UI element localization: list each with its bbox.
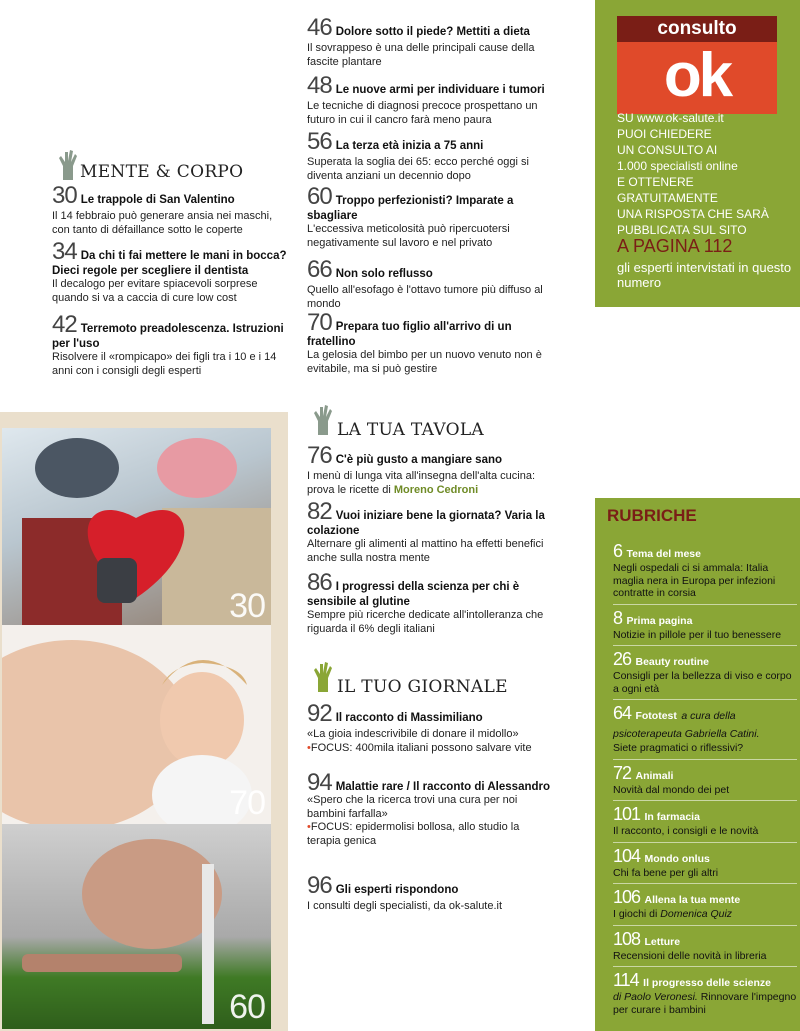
article-title: Vuoi iniziare bene la giornata? Varia la colazione: [307, 510, 545, 537]
article-title: Non solo reflusso: [335, 268, 433, 280]
article-entry[interactable]: [307, 183, 552, 250]
page-number: 46: [307, 14, 332, 41]
article-entry[interactable]: [307, 128, 552, 183]
article-entry[interactable]: [307, 309, 552, 376]
photo-column: [0, 412, 288, 1031]
rubrica-item[interactable]: 104 Mondo onlus Chi fa bene per gli altri: [613, 842, 797, 884]
article-title: Malattie rare / Il racconto di Alessandro: [335, 781, 551, 793]
page-number: 60: [307, 183, 332, 210]
bullet-icon: •: [307, 821, 311, 833]
article-desc: Quello all'esofago è l'ottavo tumore più diffuso al mondo: [307, 284, 543, 310]
article-desc: «La gioia indescrivibile di donare il midollo»: [307, 728, 519, 740]
section-title-il-tuo-giornale: IL TUO GIORNALE: [337, 677, 508, 697]
page-number: 70: [307, 309, 332, 336]
rubrica-item[interactable]: 64 Fototest a cura della psicoterapeuta Gabriella Catini. Siete pragmatici o riflessivi?: [613, 699, 797, 759]
article-title: Troppo perfezionisti? Imparate a sbagliare: [307, 195, 514, 222]
article-desc: Il decalogo per evitare spiacevoli sorprese quando si va a caccia di cure low cost: [52, 278, 258, 304]
article-desc: Superata la soglia dei 65: ecco perché oggi si diventa anziani un decennio dopo: [307, 156, 529, 182]
article-desc: L'eccessiva meticolosità può ripercuotersi negativamente sul lavoro e nel privato: [307, 223, 510, 249]
article-focus: •FOCUS: 400mila italiani possono salvare vite: [307, 741, 532, 754]
article-entry[interactable]: [52, 182, 292, 237]
article-entry[interactable]: [307, 256, 552, 311]
rubrica-item[interactable]: 72 Animali Novità dal mondo dei pet: [613, 759, 797, 801]
rubrica-item[interactable]: 101 In farmacia Il racconto, i consigli e le novità: [613, 800, 797, 842]
consulto-text: SU www.ok-salute.it PUOI CHIEDERE UN CONSULTO AI 1.000 specialisti online E OTTENERE GRATUITAMENTE UNA RISPOSTA CHE SARÀ PUBBLICATA SUL SITO: [617, 111, 769, 237]
article-entry[interactable]: [307, 14, 552, 69]
article-desc: I menù di lunga vita all'insegna dell'alta cucina: prova le ricette di Moreno Cedroni: [307, 470, 536, 496]
page-number: 86: [307, 569, 332, 596]
rubriche-box: [595, 498, 800, 1031]
rubrica-item[interactable]: 114 Il progresso delle scienze di Paolo Veronesi. Rinnovare l'impegno per curare i bambini: [613, 966, 797, 1020]
article-entry[interactable]: [52, 311, 292, 378]
article-desc: Il 14 febbraio può generare ansia nei maschi, con tanto di défaillance sotto le coperte: [52, 210, 273, 236]
bullet-icon: •: [307, 741, 311, 754]
page-number: 42: [52, 311, 77, 338]
rubrica-item[interactable]: 26 Beauty routine Consigli per la bellezza di viso e corpo a ogni età: [613, 645, 797, 699]
article-title: Prepara tuo figlio all'arrivo di un fratellino: [307, 321, 512, 348]
article-entry[interactable]: [307, 442, 552, 497]
section-title-la-tua-tavola: LA TUA TAVOLA: [337, 420, 485, 440]
rubrica-item[interactable]: 108 Letture Recensioni delle novità in libreria: [613, 925, 797, 967]
photo-pregnant-child[interactable]: [2, 625, 271, 825]
article-title: Le nuove armi per individuare i tumori: [335, 84, 545, 96]
chef-name: Moreno Cedroni: [393, 483, 479, 496]
article-entry[interactable]: [307, 872, 552, 914]
consulto-band: consulto: [617, 16, 777, 42]
article-entry[interactable]: [307, 569, 552, 636]
hand-icon: [310, 660, 336, 694]
article-desc: Il sovrappeso è una delle principali cause della fascite plantare: [307, 42, 535, 68]
article-desc: Risolvere il «rompicapo» dei figli tra i 10 e i 14 anni con i consigli degli esperti: [52, 351, 277, 377]
article-entry[interactable]: [307, 769, 552, 848]
article-entry[interactable]: [307, 498, 552, 565]
article-title: Gli esperti rispondono: [335, 884, 459, 896]
hand-icon: [310, 403, 336, 437]
a-pagina-label: A PAGINA 112: [617, 236, 733, 256]
section-title-mente-corpo: MENTE & CORPO: [80, 162, 244, 182]
article-desc: Sempre più ricerche dedicate all'intolleranza che riguarda il 6% degli italiani: [307, 609, 544, 635]
page-number: 94: [307, 769, 332, 796]
consulto-box[interactable]: [595, 0, 800, 307]
photo-couple-heart[interactable]: [2, 428, 271, 628]
photo-page-number: 60: [229, 988, 265, 1026]
page-number: 48: [307, 72, 332, 99]
article-entry[interactable]: [307, 72, 552, 127]
page-number: 34: [52, 238, 77, 265]
page-number: 96: [307, 872, 332, 899]
article-title: C'è più gusto a mangiare sano: [335, 454, 503, 466]
article-entry[interactable]: [52, 238, 292, 305]
article-title: I progressi della scienza per chi è sensibile al glutine: [307, 581, 520, 608]
article-title: Da chi ti fai mettere le mani in bocca? Dieci regole per scegliere il dentista: [52, 250, 287, 277]
page-number: 92: [307, 700, 332, 727]
rubriche-title: RUBRICHE: [607, 506, 697, 525]
article-focus: •FOCUS: epidermolisi bollosa, allo studio la terapia genica: [307, 821, 520, 847]
page-number: 30: [52, 182, 77, 209]
rubrica-item[interactable]: 8 Prima pagina Notizie in pillole per il tuo benessere: [613, 604, 797, 646]
ok-logo: ok: [663, 41, 731, 110]
article-desc: Le tecniche di diagnosi precoce prospettano un futuro in cui il cancro farà meno paura: [307, 100, 538, 126]
page-number: 82: [307, 498, 332, 525]
article-desc: La gelosia del bimbo per un nuovo venuto non è evitabile, ma si può gestire: [307, 349, 542, 375]
page-number: 56: [307, 128, 332, 155]
article-desc: Alternare gli alimenti al mattino ha effetti benefici anche sulla nostra mente: [307, 538, 544, 564]
rubrica-item[interactable]: 6 Tema del mese Negli ospedali ci si ammala: Italia maglia nera in Europa per infezioni contratte in corsia: [613, 541, 776, 599]
photo-man-grass[interactable]: [2, 824, 271, 1029]
article-title: Dolore sotto il piede? Mettiti a dieta: [335, 26, 530, 38]
article-title: Terremoto preadolescenza. Istruzioni per l'uso: [52, 323, 284, 350]
page-number: 76: [307, 442, 332, 469]
consulto-logo: [617, 16, 777, 114]
a-pagina-subtitle: gli esperti intervistati in questo numero: [617, 260, 792, 290]
photo-page-number: 30: [229, 587, 265, 625]
page-number: 66: [307, 256, 332, 283]
article-entry[interactable]: [307, 700, 552, 755]
photo-page-number: 70: [229, 784, 265, 822]
article-title: Il racconto di Massimiliano: [335, 712, 483, 724]
article-desc: I consulti degli specialisti, da ok-salute.it: [307, 900, 503, 912]
article-desc: «Spero che la ricerca trovi una cura per noi bambini farfalla»: [307, 794, 518, 820]
hand-icon: [55, 148, 81, 182]
article-title: La terza età inizia a 75 anni: [335, 140, 484, 152]
article-title: Le trappole di San Valentino: [80, 194, 235, 206]
rubriche-list: [613, 538, 797, 1020]
rubrica-item[interactable]: 106 Allena la tua mente I giochi di Domenica Quiz: [613, 883, 797, 925]
